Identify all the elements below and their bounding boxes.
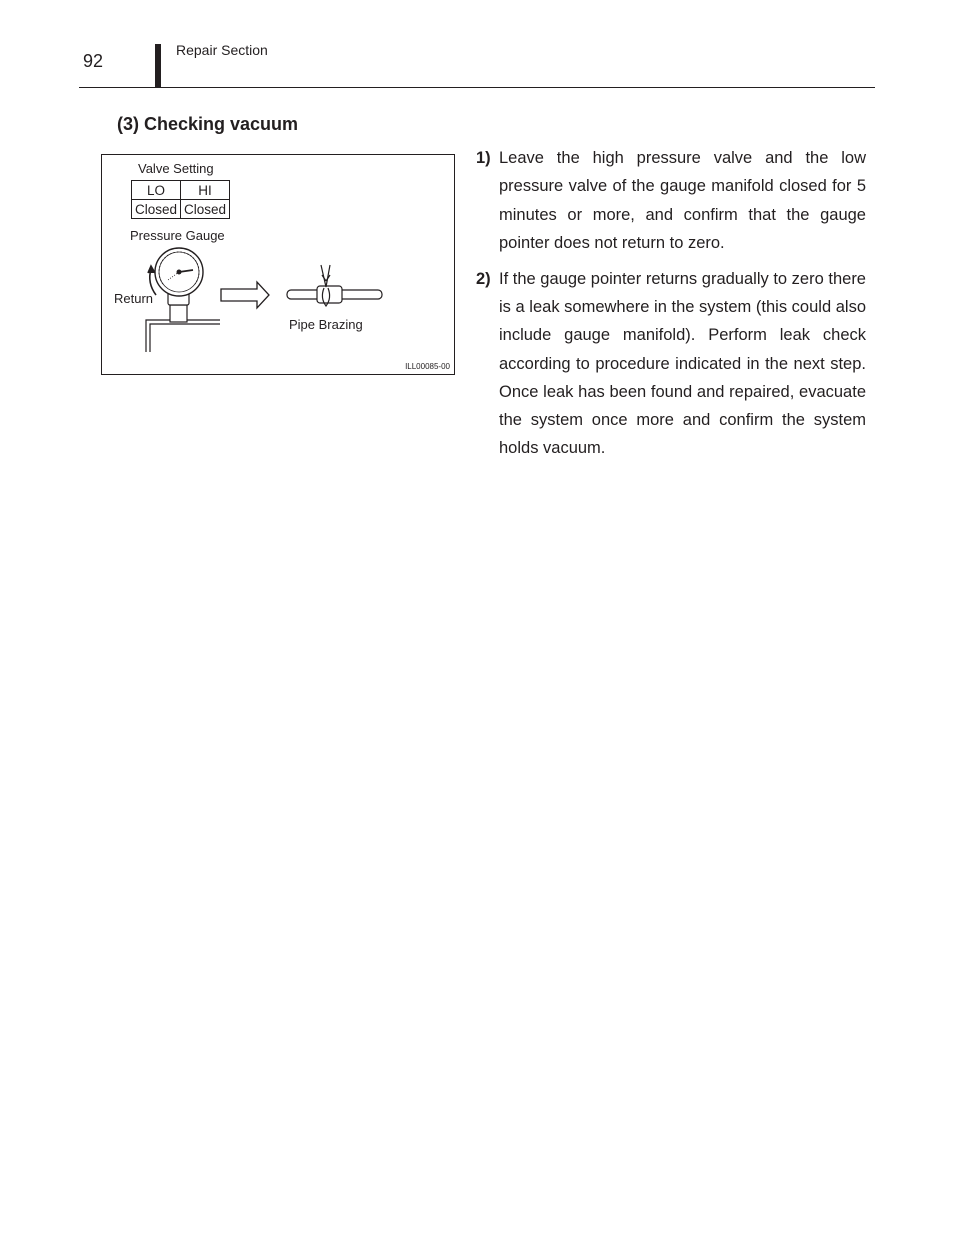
table-cell: LO <box>132 181 181 200</box>
section-heading: (3) Checking vacuum <box>117 114 299 134</box>
list-item <box>476 144 866 257</box>
table-row <box>132 200 230 219</box>
table-cell: Closed <box>181 200 230 219</box>
arrow-right-icon <box>221 282 269 308</box>
valve-setting-table <box>131 180 230 219</box>
step-text: Leave the high pressure valve and the low pressure valve of the gauge manifold closed for 5 minutes or more, and confirm that the gauge pointer does not return to zero. <box>499 149 866 252</box>
return-label: Return <box>114 291 154 306</box>
section-label: Repair Section <box>176 42 268 58</box>
pipe-brazing-label: Pipe Brazing <box>289 317 363 332</box>
table-row <box>132 181 230 200</box>
figure <box>101 154 455 375</box>
table-cell: HI <box>181 181 230 200</box>
step-number: 2) <box>476 269 491 288</box>
step-text: If the gauge pointer returns gradually to zero there is a leak somewhere in the system (this could also include gauge manifold). Perform leak check according to procedure indicated in the next step. Once leak has been found and repaired, evacuate the system once more and confirm the system holds vacuum. <box>499 269 866 458</box>
step-list <box>476 144 866 470</box>
valve-setting-label: Valve Setting <box>138 161 214 176</box>
header-rule <box>79 87 875 88</box>
pipe-brazing-icon <box>287 265 382 306</box>
base-plate <box>146 320 220 352</box>
pressure-gauge-label: Pressure Gauge <box>130 228 225 243</box>
step-number: 1) <box>476 149 491 167</box>
figure-id: ILL00085-00 <box>405 362 450 371</box>
header-bar <box>155 44 161 88</box>
table-cell: Closed <box>132 200 181 219</box>
pressure-gauge-icon <box>155 248 203 296</box>
list-item <box>476 265 866 463</box>
page-number: 92 <box>83 51 104 71</box>
